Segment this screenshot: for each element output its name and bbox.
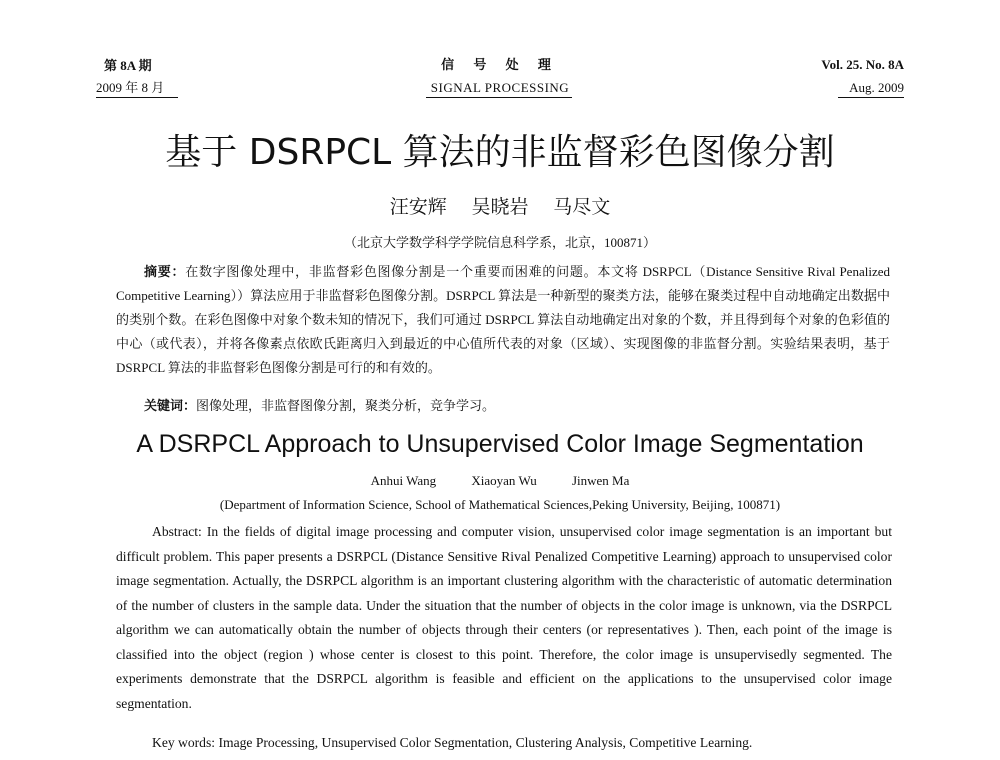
abstract-en-label: Abstract: [152,524,202,539]
keywords-cn-label: 关键词： [144,398,197,413]
keywords-chinese [144,396,890,416]
abstract-cn-label: 摘要： [144,264,186,279]
keywords-en-label: Key words: [152,735,216,750]
author-cn-3: 马尽文 [553,197,611,218]
authors-english [0,472,1000,490]
affiliation-chinese: （北京大学数学科学学院信息科学系，北京，100871） [343,235,656,250]
affiliation-english: (Department of Information Science, School of Mathematical Sciences,Peking University, Beijing, 100871) [219,497,781,512]
title-chinese: 基于 DSRPCL 算法的非监督彩色图像分割 [165,132,835,173]
abstract-cn-text: 在数字图像处理中，非监督彩色图像分割是一个重要而困难的问题。本文将 DSRPCL（Distance Sensitive Rival Penalized Competitive Learning））算法应用于非监督彩色图像分割。DSRPCL 算法是一种新型的聚类方法，能够在聚类过程中自动地确定出数据中的类别个数。在彩色图像中对象个数未知的情况下，我们可通过 DSRPCL 算法自动地确定出对象的个数，并且得到每个对象的色彩值的中心（或代表），并将各像素点依欧氏距离归入到最近的中心值所代表的对象（区域）、实现图像的非监督分割。实验结果表明，基于 DSRPCL 算法的非监督彩色图像分割是可行的和有效的。 [116,264,890,375]
journal-name-en: SIGNAL PROCESSING [430,80,570,95]
authors-chinese [0,196,1000,220]
issue-number: 第 8A 期 [104,58,152,73]
volume-info: Vol. 25. No. 8A [821,57,904,72]
publication-date-cn: 2009 年 8 月 [96,80,165,95]
header-rule-right [838,97,904,98]
author-en-2: Xiaoyan Wu [471,473,537,488]
abstract-chinese [116,260,890,380]
abstract-english [116,520,892,716]
abstract-en-text: In the fields of digital image processing and computer vision, unsupervised color image segmentation is an important but difficult problem. This paper presents a DSRPCL (Distance Sensitive Rival Penalized Competitive Learning) approach to unsupervised color image segmentation. Actually, the DSRPCL algorithm is an important clustering algorithm with the characteristic of automatic determination of the number of clusters in the sample data. Under the situation that the number of objects in the color image is unknown, via the DSRPCL algorithm we can automatically obtain the number of objects through their centers (or representatives ). Then, each point of the image is classified into the object (region ) whose center is closest to this point. Therefore, the color image is unsupervisedly segmented. The experiments demonstrate that the DSRPCL algorithm is feasible and efficient on the applications to the unsupervised color image segmentation. [116,524,892,711]
title-english: A DSRPCL Approach to Unsupervised Color Image Segmentation [136,430,864,458]
keywords-english [152,733,892,753]
header-rule-left [96,97,178,98]
author-en-1: Anhui Wang [370,473,437,488]
header-rule-center [426,97,572,98]
journal-name-cn: 信 号 处 理 [441,57,559,72]
keywords-cn-text: 图像处理，非监督图像分割，聚类分析，竞争学习。 [196,398,496,413]
author-cn-1: 汪安辉 [389,197,447,218]
author-en-3: Jinwen Ma [571,473,630,488]
keywords-en-text: Image Processing, Unsupervised Color Segmentation, Clustering Analysis, Competitive Learning. [218,735,753,750]
author-cn-2: 吴晓岩 [471,197,529,218]
publication-date-en: Aug. 2009 [849,80,904,95]
